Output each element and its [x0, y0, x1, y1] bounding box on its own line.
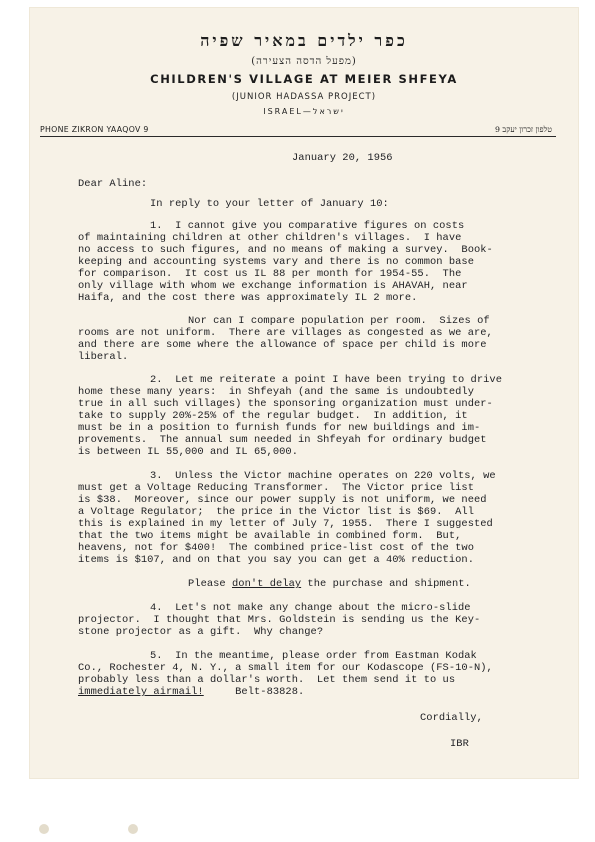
text-line: rooms are not uniform. There are villages as congested as we are, [78, 327, 493, 339]
text-line: is between IL 55,000 and IL 65,000. [78, 446, 298, 458]
text-line: take to supply 20%-25% of the regular budget. In addition, it [78, 410, 468, 422]
punch-hole-mark [39, 824, 49, 834]
text-line [78, 686, 304, 698]
text-run: Belt-83828. [203, 686, 305, 698]
underlined-phrase: immediately airmail! [78, 686, 204, 698]
text-line: that the two items might be available in combined form. But, [78, 530, 462, 542]
text-line: 1. I cannot give you comparative figures on costs [150, 220, 465, 232]
underlined-phrase: don't delay [232, 578, 302, 590]
letterhead-phone: PHONE ZIKRON YAAQOV 9 [40, 125, 149, 134]
letter-salutation: Dear Aline: [78, 178, 148, 190]
text-run: Please [188, 578, 232, 590]
letterhead-title: CHILDREN'S VILLAGE AT MEIER SHFEYA [150, 72, 458, 86]
text-line: no access to such figures, and no means of making a survey. Book- [78, 244, 493, 256]
text-line: is $38. Moreover, since our power supply is not uniform, we need [78, 494, 487, 506]
text-line: liberal. [78, 351, 129, 363]
text-line: a Voltage Regulator; the price in the Victor list is $69. All [78, 506, 474, 518]
text-line: 5. In the meantime, please order from Eastman Kodak [150, 650, 477, 662]
text-line: 4. Let's not make any change about the micro-slide [150, 602, 471, 614]
letterhead-hebrew-subtitle: (מפעל הדסה הצעירה) [251, 56, 357, 67]
text-run: the purchase and shipment. [301, 578, 471, 590]
text-line: probably less than a dollar's worth. Let them send it to us [78, 674, 456, 686]
text-line: projector. I thought that Mrs. Goldstein is sending us the Key- [78, 614, 481, 626]
text-line: must get a Voltage Reducing Transformer. The Victor price list [78, 482, 474, 494]
text-line: and there are some where the allowance of space per child is more [78, 339, 487, 351]
text-line: must be in a position to furnish funds for new buildings and im- [78, 422, 481, 434]
text-line: for comparison. It cost us IL 88 per month for 1954-55. The [78, 268, 462, 280]
letterhead-israel: ISRAEL—ישראל [263, 107, 345, 116]
letterhead-phone-hebrew: טלפון זכרון יעקב 9 [494, 125, 552, 134]
letter-page [30, 8, 578, 778]
text-line: only village with whom we exchange information is AHAVAH, near [78, 280, 468, 292]
punch-hole-mark [128, 824, 138, 834]
letter-date: January 20, 1956 [292, 152, 393, 164]
letter-closing: Cordially, [420, 712, 483, 724]
text-line: this is explained in my letter of July 7, 1955. There I suggested [78, 518, 493, 530]
letterhead-divider [40, 136, 556, 137]
text-line: heavens, not for $400! The combined price-list cost of the two [78, 542, 474, 554]
text-line: stone projector as a gift. Why change? [78, 626, 324, 638]
text-line: provements. The annual sum needed in Shfeyah for ordinary budget [78, 434, 487, 446]
letter-intro: In reply to your letter of January 10: [150, 198, 389, 210]
text-line: home these many years: in Shfeyah (and the same is undoubtedly [78, 386, 474, 398]
text-line: Co., Rochester 4, N. Y., a small item for our Kodascope (FS-10-N), [78, 662, 493, 674]
text-line: 2. Let me reiterate a point I have been trying to drive [150, 374, 502, 386]
paragraph-3b [188, 578, 471, 590]
text-line: Nor can I compare population per room. Sizes of [188, 315, 490, 327]
text-line: Haifa, and the cost there was approximately IL 2 more. [78, 292, 418, 304]
text-line: 3. Unless the Victor machine operates on 220 volts, we [150, 470, 496, 482]
text-line: keeping and accounting systems vary and there is no common base [78, 256, 474, 268]
letterhead-subtitle: (JUNIOR HADASSA PROJECT) [231, 92, 377, 102]
text-line: items is $107, and on that you say you can get a 40% reduction. [78, 554, 474, 566]
letterhead-hebrew-title: כפר ילדים במאיר שפיה [200, 31, 408, 50]
letter-signature: IBR [450, 738, 469, 750]
text-line: true in all such villages) the sponsoring organization must under- [78, 398, 493, 410]
text-line: of maintaining children at other children's villages. I have [78, 232, 462, 244]
